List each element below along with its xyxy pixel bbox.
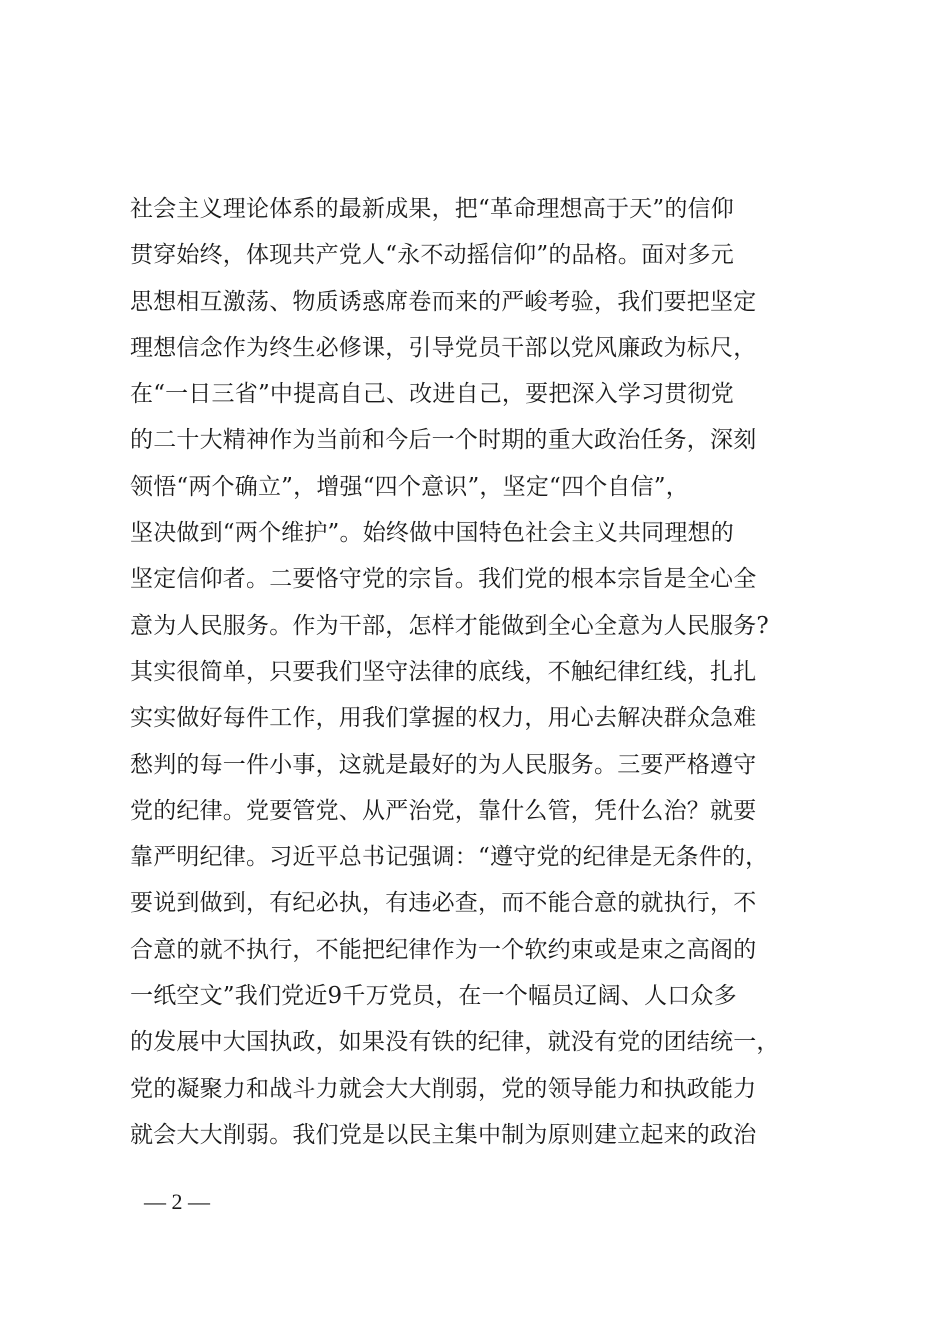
text-line: 实实做好每件工作，用我们掌握的权力，用心去解决群众急难 (130, 705, 757, 732)
text-line: 的发展中大国执政，如果没有铁的纪律，就没有党的团结统一， (130, 1029, 780, 1056)
text-line: 意为人民服务。作为干部，怎样才能做到全心全意为人民服务? (130, 612, 769, 639)
text-line: 党的纪律。党要管党、从严治党，靠什么管，凭什么治？就要 (130, 797, 757, 824)
text-line: 一纸空文”我们党近9千万党员，在一个幅员辽阔、人口众多 (130, 983, 737, 1010)
text-line: 在“一日三省”中提高自己、改进自己，要把深入学习贯彻党 (130, 381, 734, 408)
text-line: 理想信念作为终生必修课，引导党员干部以党风廉政为标尺， (130, 334, 757, 361)
text-line: 领悟“两个确立”，增强“四个意识”，坚定“四个自信”， (130, 473, 689, 500)
text-line: 坚决做到“两个维护”。始终做中国特色社会主义共同理想的 (130, 520, 734, 547)
text-line: 党的凝聚力和战斗力就会大大削弱，党的领导能力和执政能力 (130, 1075, 757, 1102)
page-number: — 2 — (144, 1189, 210, 1214)
text-line: 其实很简单，只要我们坚守法律的底线，不触纪律红线，扎扎 (130, 658, 757, 685)
text-line: 合意的就不执行，不能把纪律作为一个软约束或是束之高阁的 (130, 936, 757, 963)
text-line: 贯穿始终，体现共产党人“永不动摇信仰”的品格。面对多元 (130, 242, 734, 269)
text-line: 社会主义理论体系的最新成果，把“革命理想高于天”的信仰 (130, 196, 734, 222)
text-line: 的二十大精神作为当前和今后一个时期的重大政治任务，深刻 (130, 427, 757, 454)
text-line: 愁判的每一件小事，这就是最好的为人民服务。三要严格遵守 (130, 751, 757, 778)
text-line: 思想相互激荡、物质诱惑席卷而来的严峻考验，我们要把坚定 (130, 288, 757, 315)
text-line: 要说到做到，有纪必执，有违必查，而不能合意的就执行，不 (130, 890, 757, 917)
text-line: 坚定信仰者。二要恪守党的宗旨。我们党的根本宗旨是全心全 (130, 566, 757, 593)
body-text (130, 186, 830, 1158)
text-line: 靠严明纪律。习近平总书记强调：“遵守党的纪律是无条件的， (130, 844, 769, 871)
text-line: 就会大大削弱。我们党是以民主集中制为原则建立起来的政治 (130, 1121, 757, 1148)
